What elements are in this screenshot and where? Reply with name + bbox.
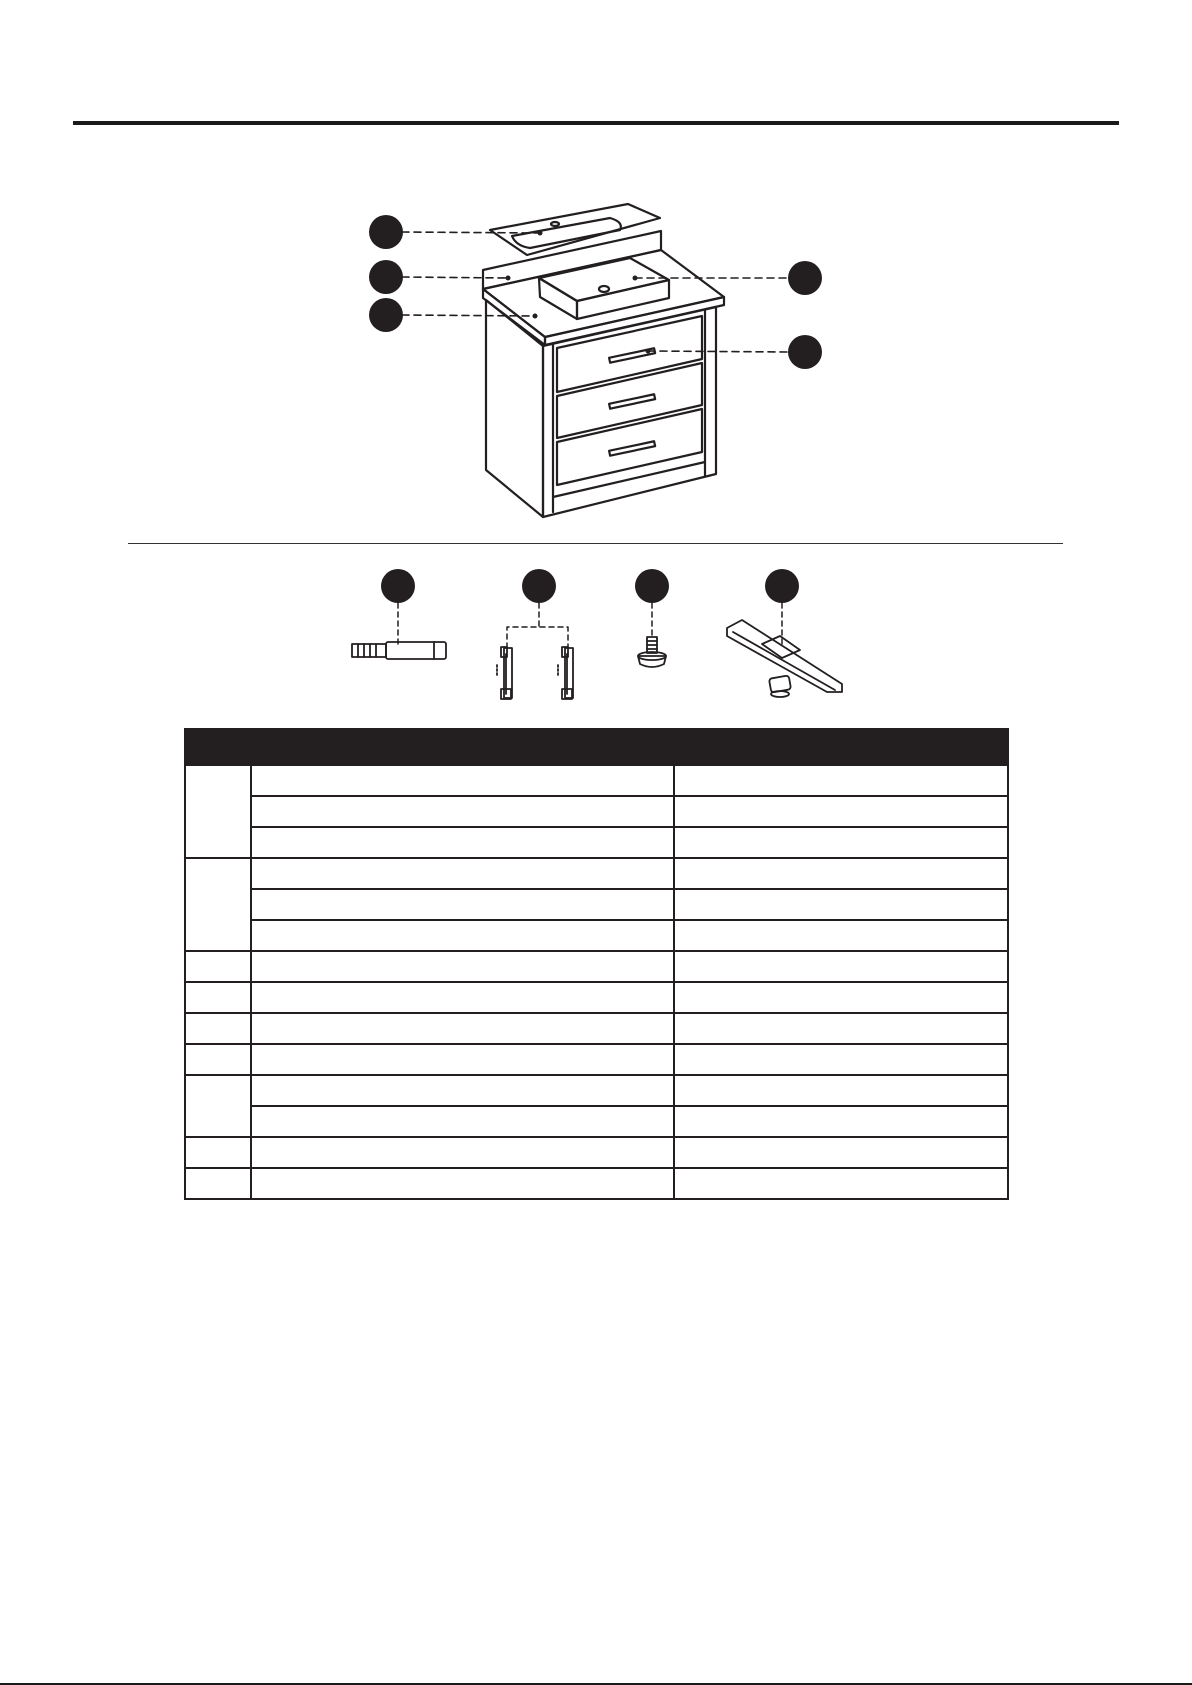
description-cell — [251, 858, 674, 889]
hardware-marker-3 — [635, 569, 669, 603]
description-cell — [251, 765, 674, 796]
table-row — [185, 765, 1008, 796]
description-cell — [251, 982, 674, 1013]
section-divider — [128, 543, 1063, 544]
table-row — [185, 796, 1008, 827]
quantity-cell — [674, 1106, 1008, 1137]
quantity-cell — [674, 765, 1008, 796]
quantity-cell — [674, 1168, 1008, 1199]
callout-marker-3 — [369, 298, 403, 332]
parts-table — [184, 728, 1009, 1200]
hardware-marker-4 — [765, 569, 799, 603]
table-row — [185, 1168, 1008, 1199]
quantity-cell — [674, 796, 1008, 827]
part-cell — [185, 1013, 251, 1044]
header-description — [251, 729, 674, 765]
description-cell — [251, 920, 674, 951]
part-cell — [185, 1044, 251, 1075]
table-row — [185, 920, 1008, 951]
header-quantity — [674, 729, 1008, 765]
table-header-row — [185, 729, 1008, 765]
part-cell — [185, 858, 251, 951]
part-cell — [185, 982, 251, 1013]
quantity-cell — [674, 1137, 1008, 1168]
hardware-leaders — [398, 603, 782, 648]
description-cell — [251, 1044, 674, 1075]
hardware-1-drawing — [352, 642, 446, 659]
table-row — [185, 827, 1008, 858]
table-row — [185, 858, 1008, 889]
table-row — [185, 1013, 1008, 1044]
description-cell — [251, 1168, 674, 1199]
description-cell — [251, 1137, 674, 1168]
backsplash-part — [490, 204, 660, 255]
quantity-cell — [674, 1075, 1008, 1106]
description-cell — [251, 796, 674, 827]
part-cell — [185, 765, 251, 858]
callout-marker-2 — [369, 260, 403, 294]
part-cell — [185, 1168, 251, 1199]
table-row — [185, 951, 1008, 982]
table-row — [185, 1075, 1008, 1106]
quantity-cell — [674, 827, 1008, 858]
callout-marker-4 — [788, 261, 822, 295]
description-cell — [251, 1106, 674, 1137]
description-cell — [251, 827, 674, 858]
quantity-cell — [674, 1013, 1008, 1044]
hardware-3-drawing — [638, 637, 666, 667]
table-row — [185, 889, 1008, 920]
vessel-sink — [539, 258, 669, 319]
quantity-cell — [674, 920, 1008, 951]
quantity-cell — [674, 889, 1008, 920]
hardware-marker-2 — [522, 569, 556, 603]
callout-markers — [369, 215, 822, 369]
callout-marker-5 — [788, 335, 822, 369]
vanity-diagram — [0, 0, 1192, 760]
hardware-4-drawing — [727, 620, 842, 697]
hardware-markers — [381, 569, 799, 603]
table-row — [185, 1106, 1008, 1137]
drawer-middle — [557, 363, 702, 438]
quantity-cell — [674, 1044, 1008, 1075]
description-cell — [251, 951, 674, 982]
part-cell — [185, 951, 251, 982]
quantity-cell — [674, 982, 1008, 1013]
hardware-marker-1 — [381, 569, 415, 603]
description-cell — [251, 1075, 674, 1106]
table-row — [185, 1044, 1008, 1075]
table-row — [185, 1137, 1008, 1168]
callout-marker-1 — [369, 215, 403, 249]
header-part — [185, 729, 251, 765]
part-cell — [185, 1075, 251, 1137]
description-cell — [251, 1013, 674, 1044]
table-row — [185, 982, 1008, 1013]
part-cell — [185, 1137, 251, 1168]
description-cell — [251, 889, 674, 920]
quantity-cell — [674, 951, 1008, 982]
quantity-cell — [674, 858, 1008, 889]
hardware-2-drawing — [497, 647, 573, 699]
